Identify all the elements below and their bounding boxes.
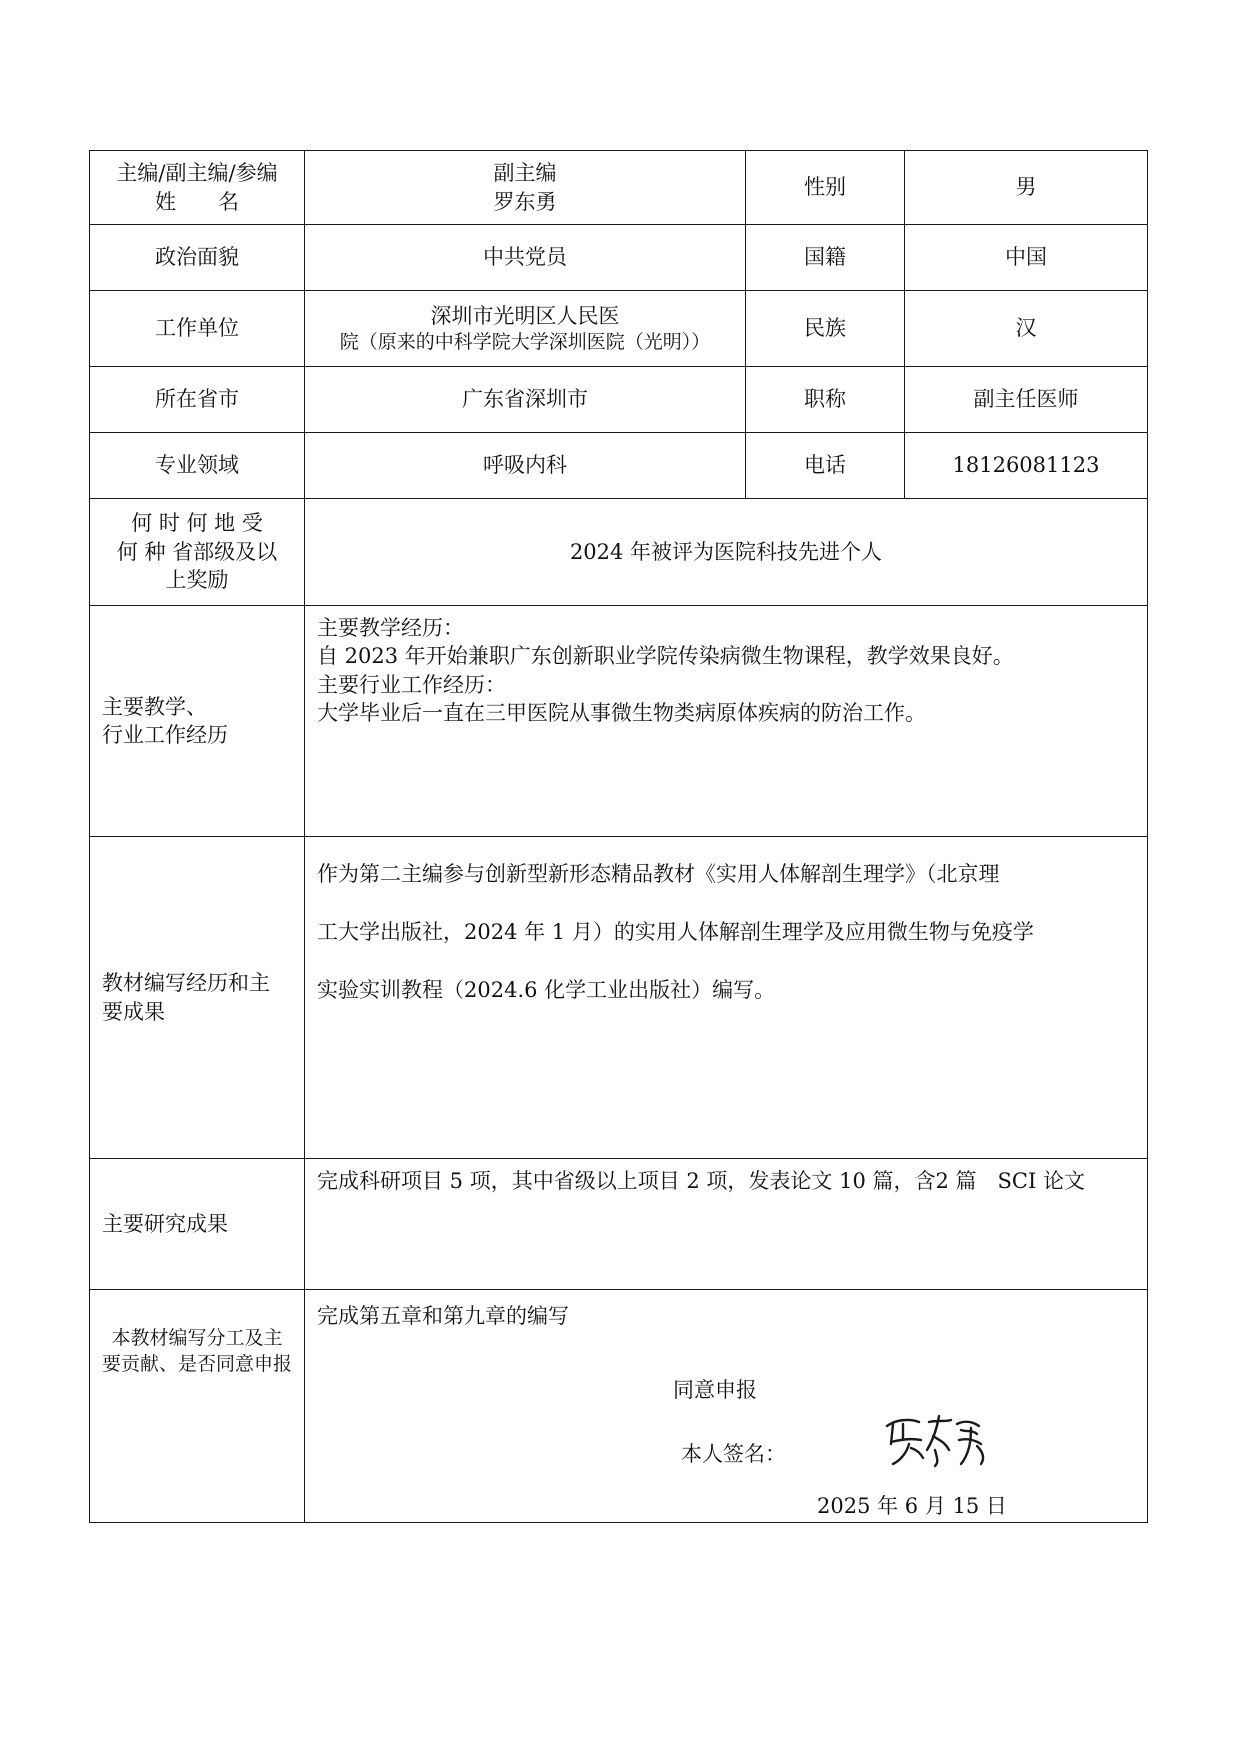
experience-label-line1: 主要教学、 — [102, 694, 207, 719]
row-division — [90, 1290, 1148, 1523]
agree-text: 同意申报 — [673, 1378, 757, 1402]
gender-value: 男 — [905, 151, 1148, 225]
gender-label: 性别 — [746, 151, 905, 225]
division-content — [305, 1290, 1148, 1523]
phone-value: 18126081123 — [905, 433, 1148, 499]
ethnicity-value: 汉 — [905, 291, 1148, 367]
title-label: 职称 — [746, 367, 905, 433]
application-form-table — [89, 150, 1148, 1523]
sign-label: 本人签名： — [681, 1442, 786, 1466]
textbook-line1: 作为第二主编参与创新型新形态精品教材《实用人体解剖生理学》（北京理 — [317, 862, 1000, 886]
nationality-value: 中国 — [905, 225, 1148, 291]
research-label: 主要研究成果 — [90, 1159, 305, 1290]
province-value: 广东省深圳市 — [305, 367, 746, 433]
experience-label-line2: 行业工作经历 — [102, 723, 228, 747]
division-label-cell — [90, 1290, 305, 1523]
phone-label: 电话 — [746, 433, 905, 499]
awards-label-line3: 上奖励 — [165, 568, 229, 593]
work-unit-value-cell — [305, 291, 746, 367]
awards-label-line1: 何 时 何 地 受 — [131, 511, 263, 536]
textbook-label-line2: 要成果 — [102, 999, 165, 1024]
duty-text: 完成第五章和第九章的编写 — [317, 1304, 569, 1328]
province-label: 所在省市 — [90, 367, 305, 433]
row-research — [90, 1159, 1148, 1290]
textbook-line2: 工大学出版社，2024 年 1 月）的实用人体解剖生理学及应用微生物与免疫学 — [317, 920, 1034, 944]
row-awards — [90, 499, 1148, 606]
division-label-line2: 要贡献、是否同意申报 — [101, 1352, 292, 1375]
row-province — [90, 367, 1148, 433]
title-value: 副主任医师 — [905, 367, 1148, 433]
teaching-text: 自 2023 年开始兼职广东创新职业学院传染病微生物课程，教学效果良好。 — [317, 644, 1014, 669]
handwritten-signature — [881, 1410, 991, 1470]
industry-text: 大学毕业后一直在三甲医院从事微生物类病原体疾病的防治工作。 — [317, 701, 926, 726]
row-name — [90, 151, 1148, 225]
textbook-label-line1: 教材编写经历和主 — [102, 971, 270, 996]
industry-title: 主要行业工作经历： — [317, 672, 506, 697]
textbook-line3: 实验实训教程（2024.6 化学工业出版社）编写。 — [317, 978, 776, 1002]
awards-label-line2: 何 种 省部级及以 — [116, 539, 278, 564]
teaching-title: 主要教学经历： — [317, 616, 464, 640]
awards-label-cell — [90, 499, 305, 606]
sign-date: 2025 年 6 月 15 日 — [817, 1494, 1007, 1518]
name-label-line1: 主编/副主编/参编 — [116, 161, 278, 186]
textbook-content — [305, 837, 1148, 1159]
awards-value: 2024 年被评为医院科技先进个人 — [305, 499, 1148, 606]
politics-value: 中共党员 — [305, 225, 746, 291]
row-textbook — [90, 837, 1148, 1159]
row-politics — [90, 225, 1148, 291]
nationality-label: 国籍 — [746, 225, 905, 291]
field-value: 呼吸内科 — [305, 433, 746, 499]
field-label: 专业领域 — [90, 433, 305, 499]
row-field — [90, 433, 1148, 499]
name-value-cell — [305, 151, 746, 225]
work-unit-label: 工作单位 — [90, 291, 305, 367]
experience-label-cell — [90, 606, 305, 837]
ethnicity-label: 民族 — [746, 291, 905, 367]
work-unit-line1: 深圳市光明区人民医 — [430, 303, 620, 328]
politics-label: 政治面貌 — [90, 225, 305, 291]
row-work-unit — [90, 291, 1148, 367]
name-label-cell — [90, 151, 305, 225]
row-experience — [90, 606, 1148, 837]
experience-content — [305, 606, 1148, 837]
work-unit-line2: 院（原来的中科学院大学深圳医院（光明）） — [339, 330, 711, 353]
editor-name: 罗东勇 — [493, 189, 557, 214]
textbook-label-cell — [90, 837, 305, 1159]
division-label-line1: 本教材编写分工及主 — [111, 1327, 283, 1349]
name-label-line2: 姓 名 — [155, 189, 239, 214]
editor-role: 副主编 — [493, 161, 557, 186]
research-value: 完成科研项目 5 项，其中省级以上项目 2 项，发表论文 10 篇，含2 篇 SCI 论文 — [305, 1159, 1148, 1290]
signature-area — [305, 1290, 1147, 1522]
